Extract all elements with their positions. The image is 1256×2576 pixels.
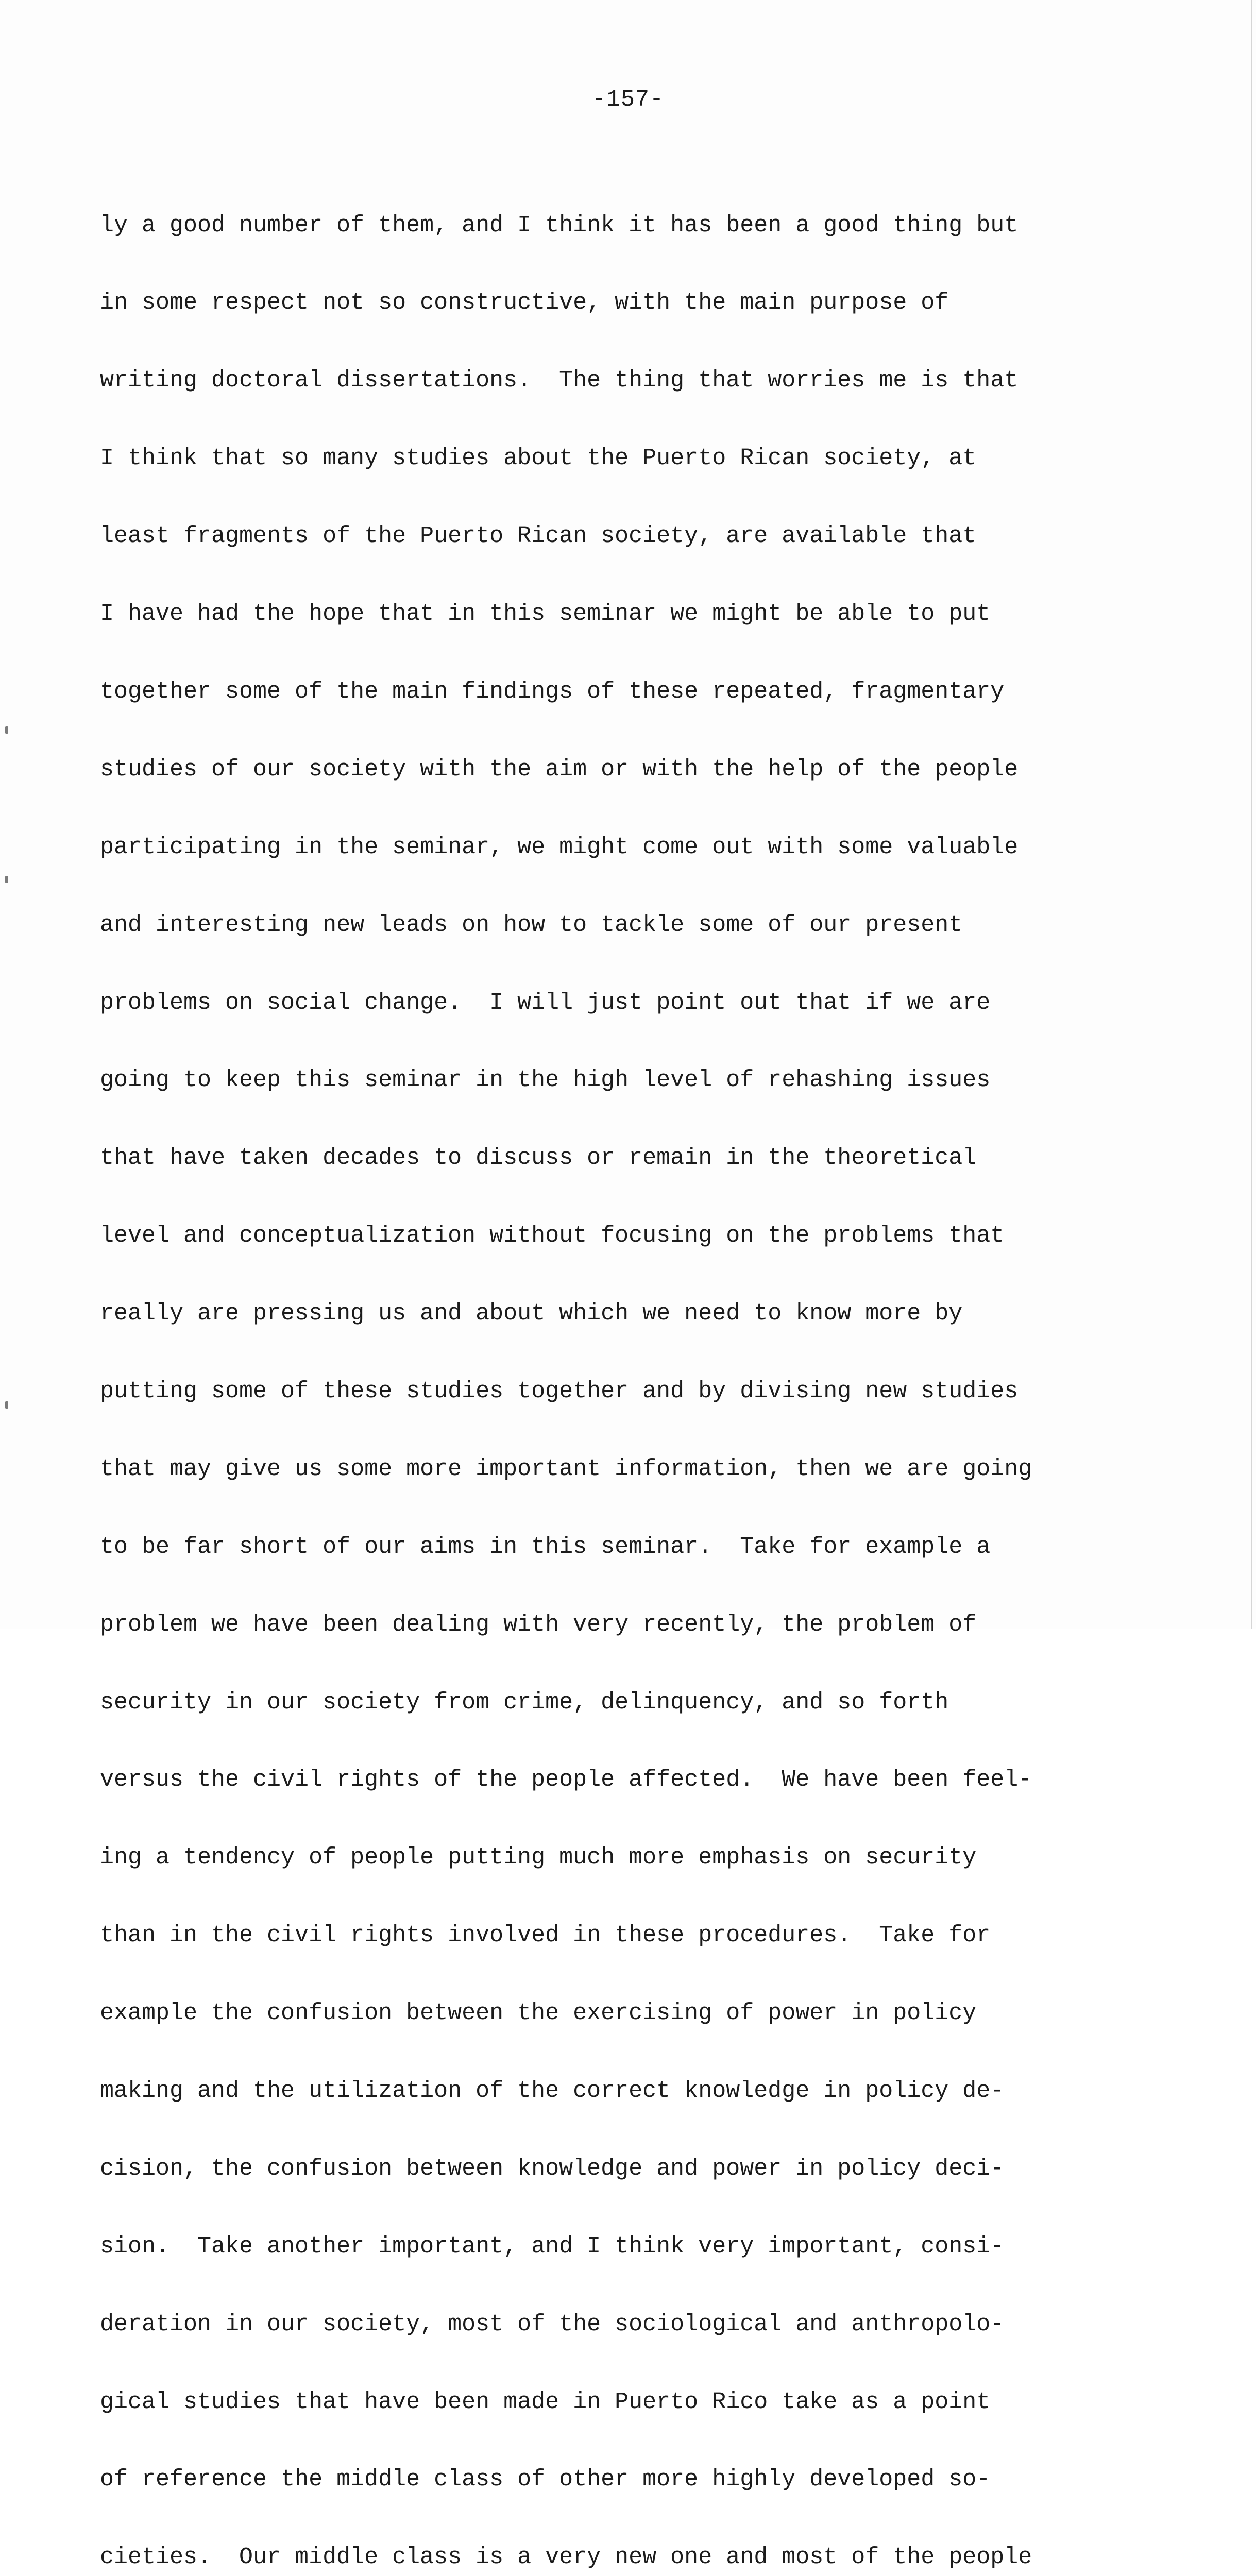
text-line: than in the civil rights involved in these procedures. Take for — [100, 1922, 991, 1949]
text-line: gical studies that have been made in Puerto Rico take as a point — [100, 2388, 991, 2415]
text-line: together some of the main findings of these repeated, fragmentary — [100, 678, 1005, 705]
text-line: that may give us some more important information, then we are going — [100, 1455, 1032, 1482]
text-line: that have taken decades to discuss or remain in the theoretical — [100, 1145, 977, 1172]
text-line: I think that so many studies about the Puerto Rican society, at — [100, 445, 977, 472]
text-line: problem we have been dealing with very recently, the problem of — [100, 1611, 977, 1638]
text-line: ing a tendency of people putting much more emphasis on security — [100, 1844, 977, 1871]
text-line: to be far short of our aims in this seminar. Take for example a — [100, 1533, 991, 1560]
text-line: putting some of these studies together and by divising new studies — [100, 1378, 1019, 1404]
margin-scan-mark — [5, 876, 8, 883]
text-line: least fragments of the Puerto Rican society, are available that — [100, 523, 977, 550]
text-line: sion. Take another important, and I think very important, consi- — [100, 2233, 1005, 2260]
text-line: versus the civil rights of the people affected. We have been feel- — [100, 1767, 1032, 1793]
margin-scan-mark — [5, 1401, 8, 1409]
text-line: really are pressing us and about which we need to know more by — [100, 1300, 963, 1327]
text-line: studies of our society with the aim or with the help of the people — [100, 756, 1019, 783]
text-line: of reference the middle class of other more highly developed so- — [100, 2466, 991, 2493]
body-text — [100, 161, 1244, 2576]
text-line: going to keep this seminar in the high level of rehashing issues — [100, 1067, 991, 1094]
page-edge-shadow — [1251, 0, 1252, 1629]
text-line: making and the utilization of the correct knowledge in policy de- — [100, 2077, 1005, 2104]
text-line: in some respect not so constructive, with the main purpose of — [100, 290, 949, 316]
text-line: participating in the seminar, we might come out with some valuable — [100, 834, 1019, 860]
page-number: -157- — [591, 87, 665, 113]
margin-scan-mark — [5, 726, 8, 734]
text-line: I have had the hope that in this seminar we might be able to put — [100, 601, 991, 628]
text-line: and interesting new leads on how to tackle some of our present — [100, 911, 963, 938]
text-line: problems on social change. I will just point out that if we are — [100, 989, 991, 1016]
text-line: writing doctoral dissertations. The thing that worries me is that — [100, 367, 1019, 394]
text-line: example the confusion between the exercising of power in policy — [100, 2000, 977, 2027]
text-line: deration in our society, most of the sociological and anthropolo- — [100, 2311, 1005, 2337]
text-line: level and conceptualization without focusing on the problems that — [100, 1223, 1005, 1249]
text-line: security in our society from crime, delinquency, and so forth — [100, 1689, 949, 1716]
text-line: ly a good number of them, and I think it has been a good thing but — [100, 212, 1019, 239]
text-line: cieties. Our middle class is a very new one and most of the people — [100, 2544, 1032, 2571]
text-line: cision, the confusion between knowledge and power in policy deci- — [100, 2155, 1005, 2182]
